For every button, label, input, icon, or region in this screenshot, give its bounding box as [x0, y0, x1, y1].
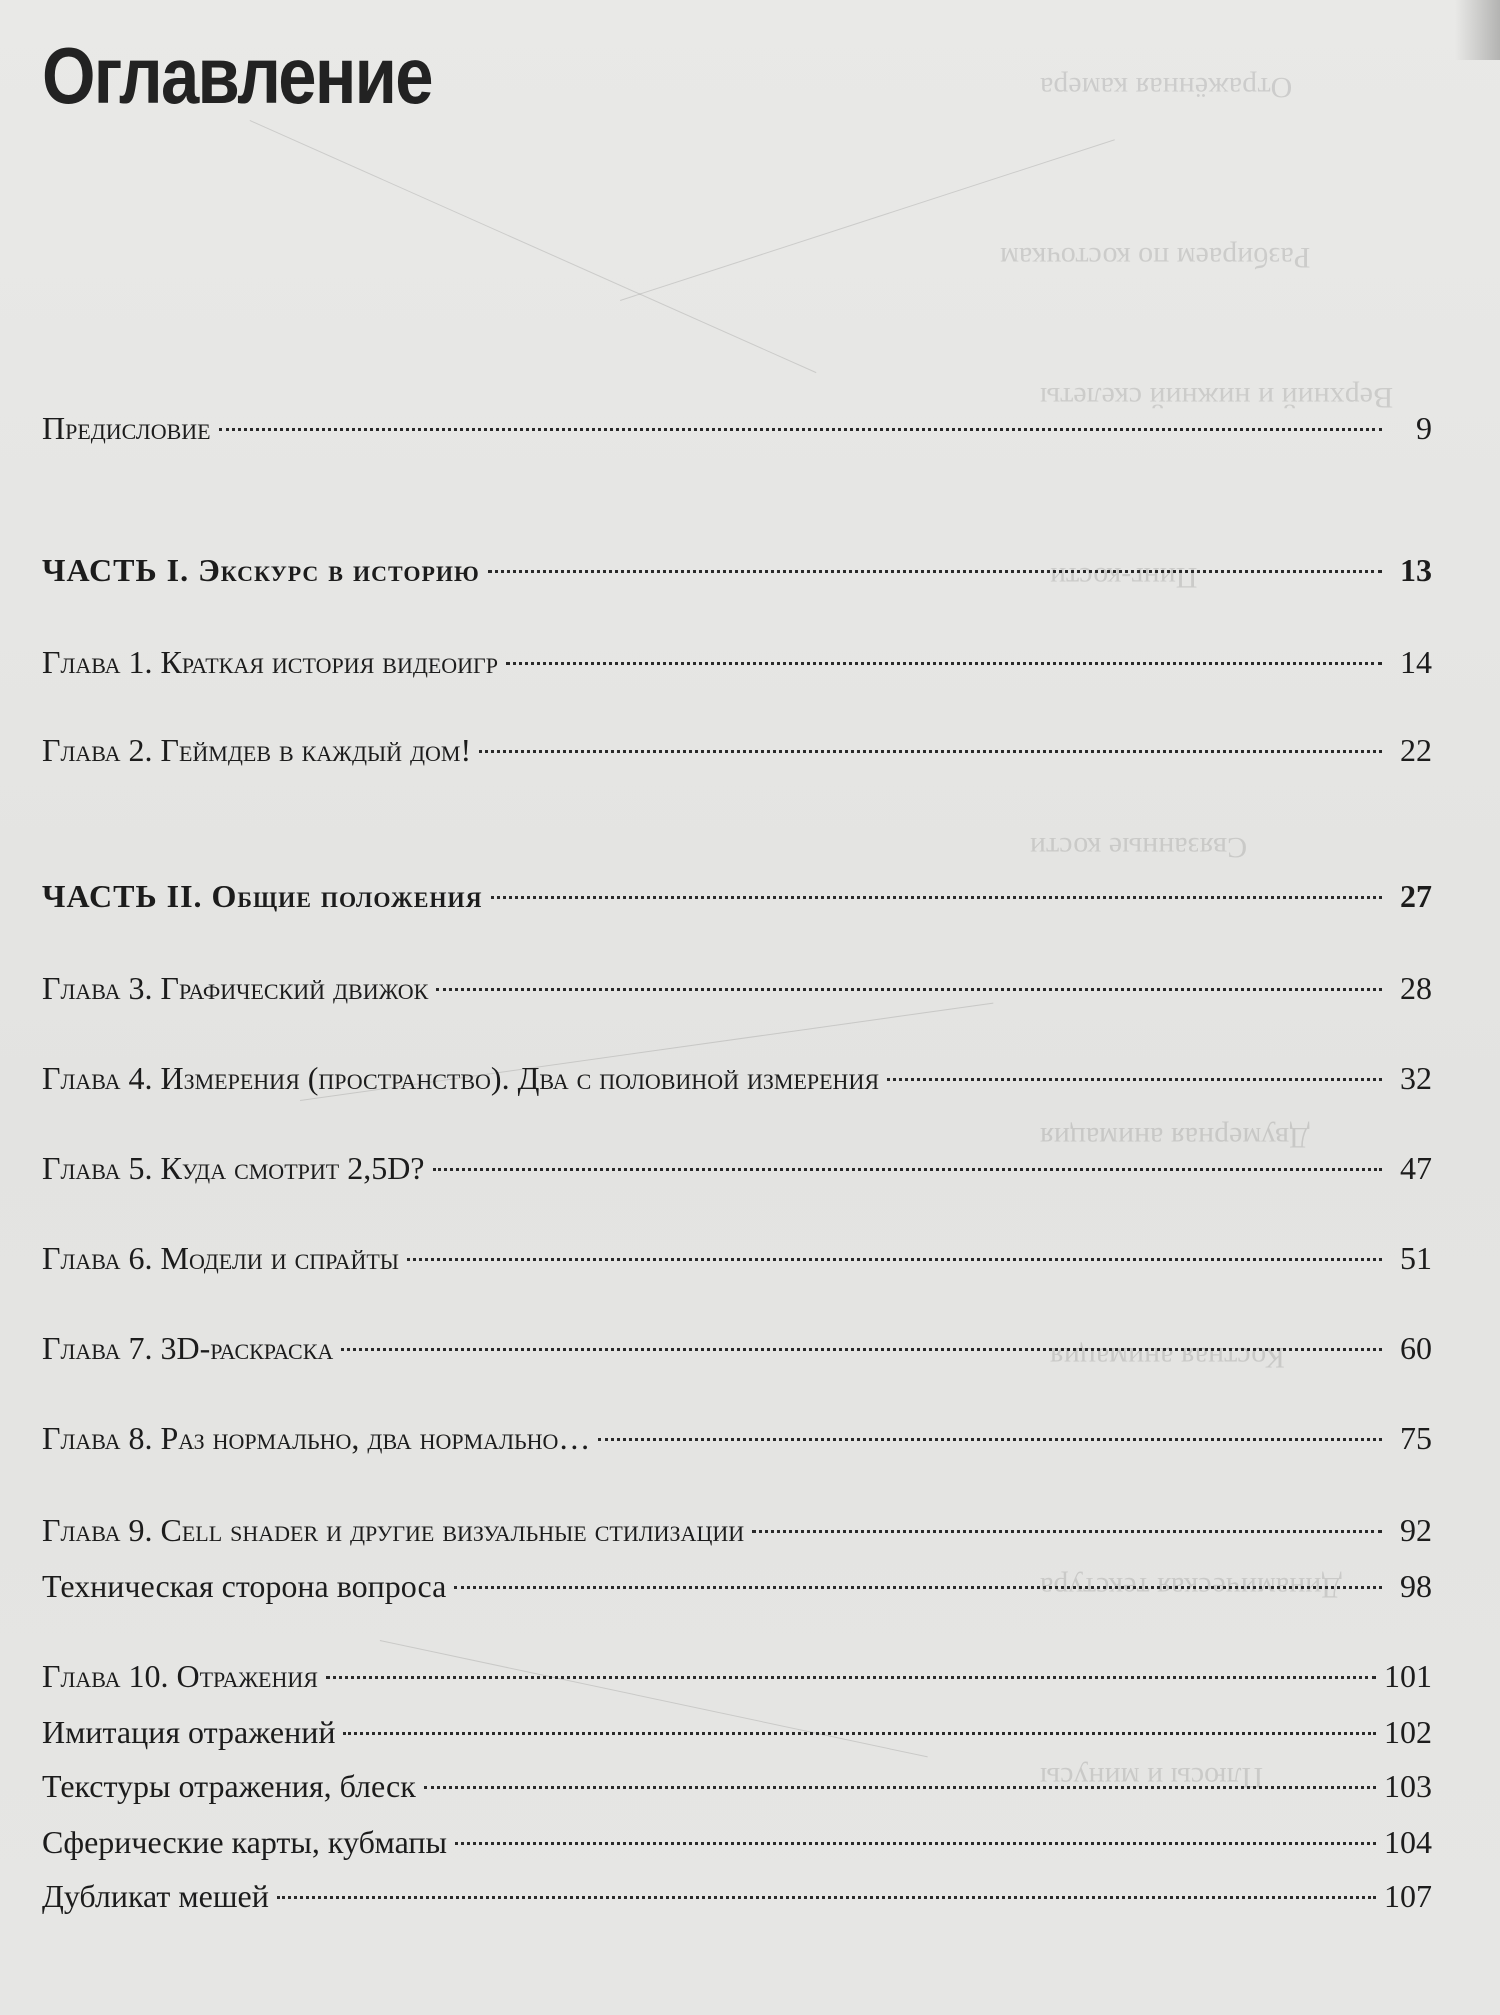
toc-entry-chapter-8[interactable] — [42, 1414, 1432, 1462]
toc-entry-label: Дубликат мешей — [42, 1878, 269, 1914]
leader-dots — [491, 896, 1382, 899]
bleed-through-text: Динамическая текстура — [1040, 1571, 1342, 1604]
page-edge-shadow — [1455, 0, 1500, 60]
toc-entry-chapter-4[interactable] — [42, 1054, 1432, 1102]
bleed-through-text: Пинг-кости — [1050, 561, 1198, 594]
toc-entry-page: 98 — [1400, 1568, 1432, 1604]
leader-dots — [343, 1732, 1376, 1735]
toc-entry-label: Глава 5. Куда смотрит 2,5D? — [42, 1150, 425, 1186]
toc-entry-chapter-3[interactable] — [42, 964, 1432, 1012]
toc-entry-label: Сферические карты, кубмапы — [42, 1824, 447, 1860]
leader-dots — [887, 1078, 1382, 1081]
leader-dots — [277, 1896, 1376, 1899]
leader-dots — [506, 662, 1382, 665]
bleed-through-text: Плюсы и минусы — [1040, 1761, 1264, 1794]
toc-entry-label: Глава 1. Краткая история видеоигр — [42, 644, 499, 680]
toc-entry-page: 28 — [1400, 970, 1432, 1006]
leader-dots — [455, 1842, 1376, 1845]
leader-dots — [479, 750, 1382, 753]
toc-entry-label: Текстуры отражения, блеск — [42, 1768, 416, 1804]
toc-entry-page: 107 — [1384, 1878, 1432, 1914]
toc-entry-section[interactable] — [42, 1762, 1432, 1810]
toc-entry-label: Глава 7. 3D-раскраска — [42, 1330, 334, 1366]
toc-entry-page: 47 — [1400, 1150, 1432, 1186]
toc-entry-section[interactable] — [42, 1872, 1432, 1920]
leader-dots — [219, 428, 1382, 431]
toc-entry-page: 103 — [1384, 1768, 1432, 1804]
toc-entry-label: Глава 4. Измерения (пространство). Два с половиной измерения — [42, 1060, 880, 1096]
toc-entry-chapter-2[interactable] — [42, 726, 1432, 774]
toc-entry-label: ЧАСТЬ I. Экскурс в историю — [42, 552, 480, 588]
bleed-through-text: Разбираем по косточкам — [1000, 241, 1311, 274]
toc-entry-part-1[interactable] — [42, 546, 1432, 594]
toc-entry-page: 51 — [1400, 1240, 1432, 1276]
toc-entry-page: 9 — [1416, 410, 1432, 446]
toc-entry-label: Предисловие — [42, 410, 211, 446]
toc-entry-chapter-7[interactable] — [42, 1324, 1432, 1372]
toc-entry-label: Глава 8. Раз нормально, два нормально… — [42, 1420, 591, 1456]
toc-entry-label: Глава 3. Графический движок — [42, 970, 429, 1006]
toc-entry-label: Имитация отражений — [42, 1714, 336, 1750]
bleed-through-text: Верхний и нижний скелеты — [1040, 381, 1394, 414]
toc-entry-chapter-6[interactable] — [42, 1234, 1432, 1282]
toc-entry-part-2[interactable] — [42, 872, 1432, 920]
toc-entry-page: 92 — [1400, 1512, 1432, 1548]
bleed-through-text: Двумерная анимация — [1040, 1121, 1310, 1154]
toc-entry-label: Глава 6. Модели и спрайты — [42, 1240, 399, 1276]
leader-dots — [436, 988, 1382, 991]
bleed-through-text: Отражённая камера — [1040, 71, 1293, 104]
leader-dots — [598, 1438, 1382, 1441]
leader-dots — [752, 1530, 1382, 1533]
toc-entry-label: Глава 2. Геймдев в каждый дом! — [42, 732, 472, 768]
toc-entry-section[interactable] — [42, 1562, 1432, 1610]
toc-entry-page: 104 — [1384, 1824, 1432, 1860]
bleed-through-text: Связанные кости — [1030, 831, 1248, 864]
paper-crease — [250, 120, 817, 373]
toc-entry-page: 27 — [1400, 878, 1432, 914]
toc-entry-page: 14 — [1400, 644, 1432, 680]
toc-entry-label: Техническая сторона вопроса — [42, 1568, 447, 1604]
toc-entry-section[interactable] — [42, 1708, 1432, 1756]
toc-entry-chapter-5[interactable] — [42, 1144, 1432, 1192]
page-title: Оглавление — [42, 31, 432, 120]
leader-dots — [326, 1676, 1376, 1679]
leader-dots — [454, 1586, 1382, 1589]
toc-entry-label: Глава 10. Отражения — [42, 1658, 318, 1694]
toc-entry-label: ЧАСТЬ II. Общие положения — [42, 878, 483, 914]
toc-entry-page: 32 — [1400, 1060, 1432, 1096]
toc-entry-page: 75 — [1400, 1420, 1432, 1456]
toc-entry-page: 101 — [1384, 1658, 1432, 1694]
toc-entry-preface[interactable] — [42, 404, 1432, 452]
toc-entry-label: Глава 9. Cell shader и другие визуальные стилизации — [42, 1512, 745, 1548]
leader-dots — [424, 1786, 1376, 1789]
bleed-through-text: Костная анимация — [1050, 1341, 1285, 1374]
paper-crease — [620, 139, 1115, 301]
toc-entry-page: 22 — [1400, 732, 1432, 768]
toc-entry-page: 102 — [1384, 1714, 1432, 1750]
toc-entry-chapter-10[interactable] — [42, 1652, 1432, 1700]
leader-dots — [407, 1258, 1382, 1261]
toc-entry-chapter-9[interactable] — [42, 1506, 1432, 1554]
leader-dots — [341, 1348, 1382, 1351]
toc-entry-chapter-1[interactable] — [42, 638, 1432, 686]
toc-entry-page: 60 — [1400, 1330, 1432, 1366]
leader-dots — [433, 1168, 1382, 1171]
toc-entry-page: 13 — [1400, 552, 1432, 588]
leader-dots — [488, 570, 1382, 573]
toc-entry-section[interactable] — [42, 1818, 1432, 1866]
